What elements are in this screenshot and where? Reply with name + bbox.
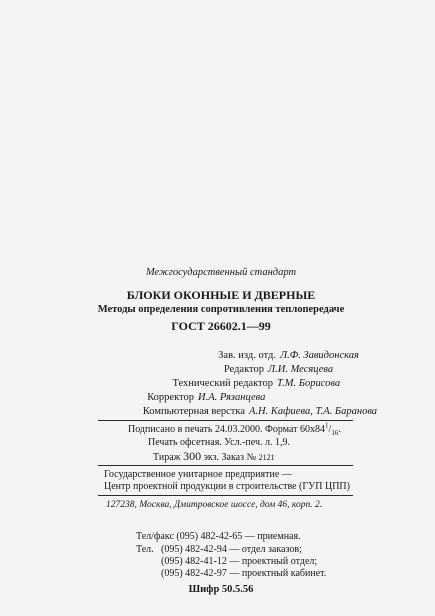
staff-name: И.А. Рязанцева bbox=[198, 392, 266, 403]
staff-name: Л.Ф. Завидонская bbox=[280, 350, 359, 361]
contact-tel-3: (095) 482-42-97 — проектный кабинет. bbox=[161, 568, 327, 579]
cipher-code: Шифр 50.5.56 bbox=[188, 584, 254, 595]
staff-role: Зав. изд. отд. bbox=[218, 350, 276, 361]
divider-line bbox=[98, 420, 353, 421]
document-title: БЛОКИ ОКОННЫЕ И ДВЕРНЫЕ bbox=[126, 288, 316, 302]
print-info-line-2: Печать офсетная. Усл.-печ. л. 1,9. bbox=[148, 437, 290, 448]
contact-tel-label: Тел. bbox=[136, 544, 154, 555]
print-info-text: Подписано в печать 24.03.2000. Формат 60х84 bbox=[128, 424, 326, 435]
format-slash: / bbox=[328, 424, 332, 435]
format-numerator: 1 bbox=[325, 421, 329, 430]
tirazh-label: Тираж bbox=[153, 452, 181, 463]
document-subtitle: Методы определения сопротивления теплопередаче bbox=[97, 304, 345, 315]
staff-role: Редактор bbox=[223, 364, 264, 375]
staff-role: Компьютерная верстка bbox=[142, 406, 245, 417]
contact-tel-1: (095) 482-42-94 — отдел заказов; bbox=[161, 544, 302, 555]
staff-name: Т.М. Борисова bbox=[277, 378, 341, 389]
divider-line bbox=[98, 465, 353, 466]
format-denominator: 16 bbox=[331, 429, 339, 437]
contact-tel-2: (095) 482-41-12 — проектный отдел; bbox=[161, 556, 318, 567]
tirazh-value: 300 bbox=[183, 449, 202, 463]
publisher-address: 127238, Москва, Дмитровское шоссе, дом 46, корп. 2. bbox=[106, 500, 323, 510]
print-info-line-3 bbox=[153, 450, 275, 464]
staff-name: А.Н. Кафиева, Т.А. Баранова bbox=[249, 406, 378, 417]
staff-role: Технический редактор bbox=[172, 378, 273, 389]
gost-number: ГОСТ 26602.1—99 bbox=[171, 319, 271, 333]
tirazh-rest: экз. Заказ № bbox=[203, 452, 257, 463]
print-info-end: . bbox=[338, 424, 341, 435]
zakaz-number: 2121 bbox=[258, 453, 275, 462]
document-category: Межгосударственный стандарт bbox=[145, 267, 297, 278]
publisher-line-2: Центр проектной продукции в строительстве (ГУП ЦПП) bbox=[104, 481, 350, 492]
divider-line bbox=[98, 495, 353, 496]
print-info-line-1 bbox=[128, 421, 341, 437]
staff-role: Корректор bbox=[147, 392, 194, 403]
staff-name: Л.И. Месяцева bbox=[268, 364, 334, 375]
publisher-line-1: Государственное унитарное предприятие — bbox=[104, 469, 292, 480]
contact-fax: Тел/факс (095) 482-42-65 — приемная. bbox=[136, 531, 301, 542]
